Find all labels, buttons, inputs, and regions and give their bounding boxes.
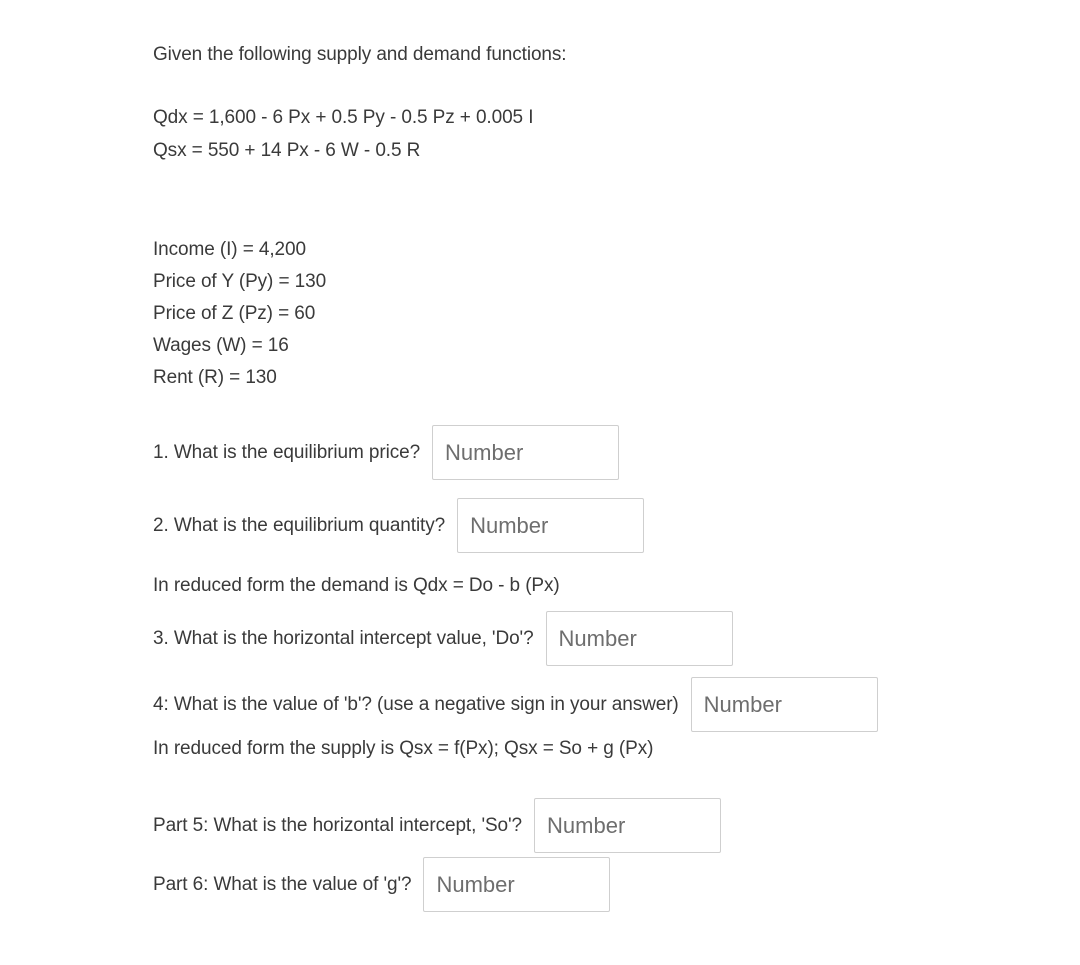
question-5-label: Part 5: What is the horizontal intercept, 'So'? [153,814,523,836]
demand-intercept-input[interactable] [546,611,733,666]
question-4-label: 4: What is the value of 'b'? (use a negative sign in your answer) [153,693,679,715]
question-4 [153,677,878,732]
given-income: Income (I) = 4,200 [153,239,306,260]
question-1-label: 1. What is the equilibrium price? [153,441,421,463]
supply-equation: Qsx = 550 + 14 Px - 6 W - 0.5 R [153,140,421,161]
equilibrium-price-input[interactable] [432,425,619,480]
supply-reduced-form-note: In reduced form the supply is Qsx = f(Px); Qsx = So + g (Px) [153,738,654,759]
question-3 [153,611,733,666]
question-2 [153,498,644,553]
question-1 [153,425,619,480]
demand-reduced-form-note: In reduced form the demand is Qdx = Do - b (Px) [153,575,560,596]
demand-equation: Qdx = 1,600 - 6 Px + 0.5 Py - 0.5 Pz + 0.005 I [153,107,534,128]
question-6-label: Part 6: What is the value of 'g'? [153,873,412,895]
equilibrium-quantity-input[interactable] [457,498,644,553]
given-price-z: Price of Z (Pz) = 60 [153,303,316,324]
supply-intercept-input[interactable] [534,798,721,853]
question-3-label: 3. What is the horizontal intercept value, 'Do'? [153,627,534,649]
given-rent: Rent (R) = 130 [153,367,277,388]
question-5 [153,798,721,853]
problem-intro: Given the following supply and demand functions: [153,44,567,65]
demand-slope-input[interactable] [691,677,878,732]
question-2-label: 2. What is the equilibrium quantity? [153,514,446,536]
supply-slope-input[interactable] [423,857,610,912]
question-6 [153,857,610,912]
given-price-y: Price of Y (Py) = 130 [153,271,327,292]
given-wages: Wages (W) = 16 [153,335,289,356]
